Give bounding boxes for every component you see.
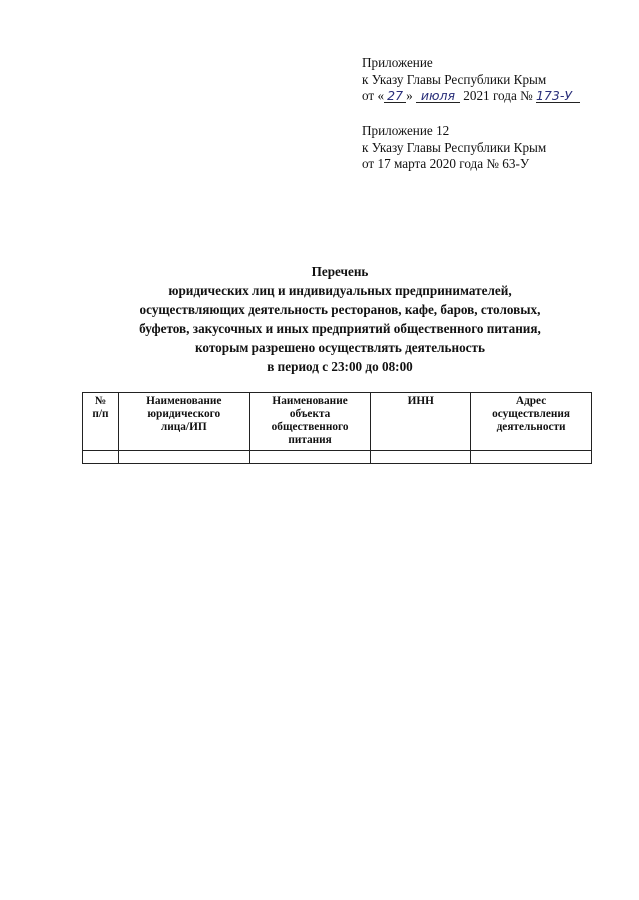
appendix-previous-block: [362, 123, 546, 173]
title-line2: юридических лиц и индивидуальных предпринимателей,: [168, 283, 512, 298]
appendix-previous-line2: к Указу Главы Республики Крым: [362, 139, 547, 155]
header-inn-line1: ИНН: [407, 395, 434, 407]
table-cell: [83, 451, 119, 464]
document-title: [80, 262, 600, 376]
title-line4: буфетов, закусочных и иных предприятий общественного питания,: [139, 321, 541, 336]
date-prefix: от «: [362, 88, 385, 103]
appendix-current-line2: к Указу Главы Республики Крым: [362, 71, 547, 87]
table-cell: [118, 451, 249, 464]
header-facility-name: [249, 393, 371, 451]
header-number-line1: №: [94, 395, 107, 407]
appendix-previous-line1: Приложение 12: [362, 123, 450, 138]
appendix-current-block: [362, 55, 580, 105]
table-cell: [249, 451, 371, 464]
header-facility-line2: объекта: [289, 408, 331, 420]
header-facility-line3: общественного: [271, 421, 349, 433]
table-cell: [471, 451, 592, 464]
header-address-line2: осуществления: [492, 408, 570, 420]
title-line3: осуществляющих деятельность ресторанов, кафе, баров, столовых,: [139, 302, 541, 317]
header-legal-entity-line1: Наименование: [146, 395, 222, 407]
header-address: [471, 393, 592, 451]
header-legal-entity-line3: лица/ИП: [160, 421, 207, 433]
appendix-current-date-line: [362, 88, 580, 105]
table-cell: [371, 451, 471, 464]
organizations-table: [82, 392, 592, 464]
date-year: 2021 года №: [463, 88, 533, 103]
title-line5: которым разрешено осуществлять деятельность: [195, 340, 485, 355]
header-facility-line4: питания: [288, 434, 332, 446]
appendix-previous-line3: от 17 марта 2020 года № 63-У: [362, 156, 530, 171]
table-header-row: [83, 393, 592, 451]
handwritten-day: 27: [384, 89, 406, 103]
header-inn: [371, 393, 471, 451]
header-number: [83, 393, 119, 451]
title-line6: в период с 23:00 до 08:00: [267, 359, 413, 374]
header-address-line3: деятельности: [496, 421, 566, 433]
handwritten-decree-number: 173-У: [536, 89, 580, 103]
header-address-line1: Адрес: [515, 395, 547, 407]
header-legal-entity-line2: юридического: [147, 408, 221, 420]
header-facility-line1: Наименование: [272, 395, 348, 407]
header-number-line2: п/п: [92, 408, 109, 420]
handwritten-month: июля: [416, 89, 460, 103]
date-close-quote: »: [406, 88, 413, 103]
header-legal-entity-name: [118, 393, 249, 451]
table-row: [83, 451, 592, 464]
appendix-current-line1: Приложение: [362, 55, 433, 70]
title-line1: Перечень: [311, 264, 369, 279]
